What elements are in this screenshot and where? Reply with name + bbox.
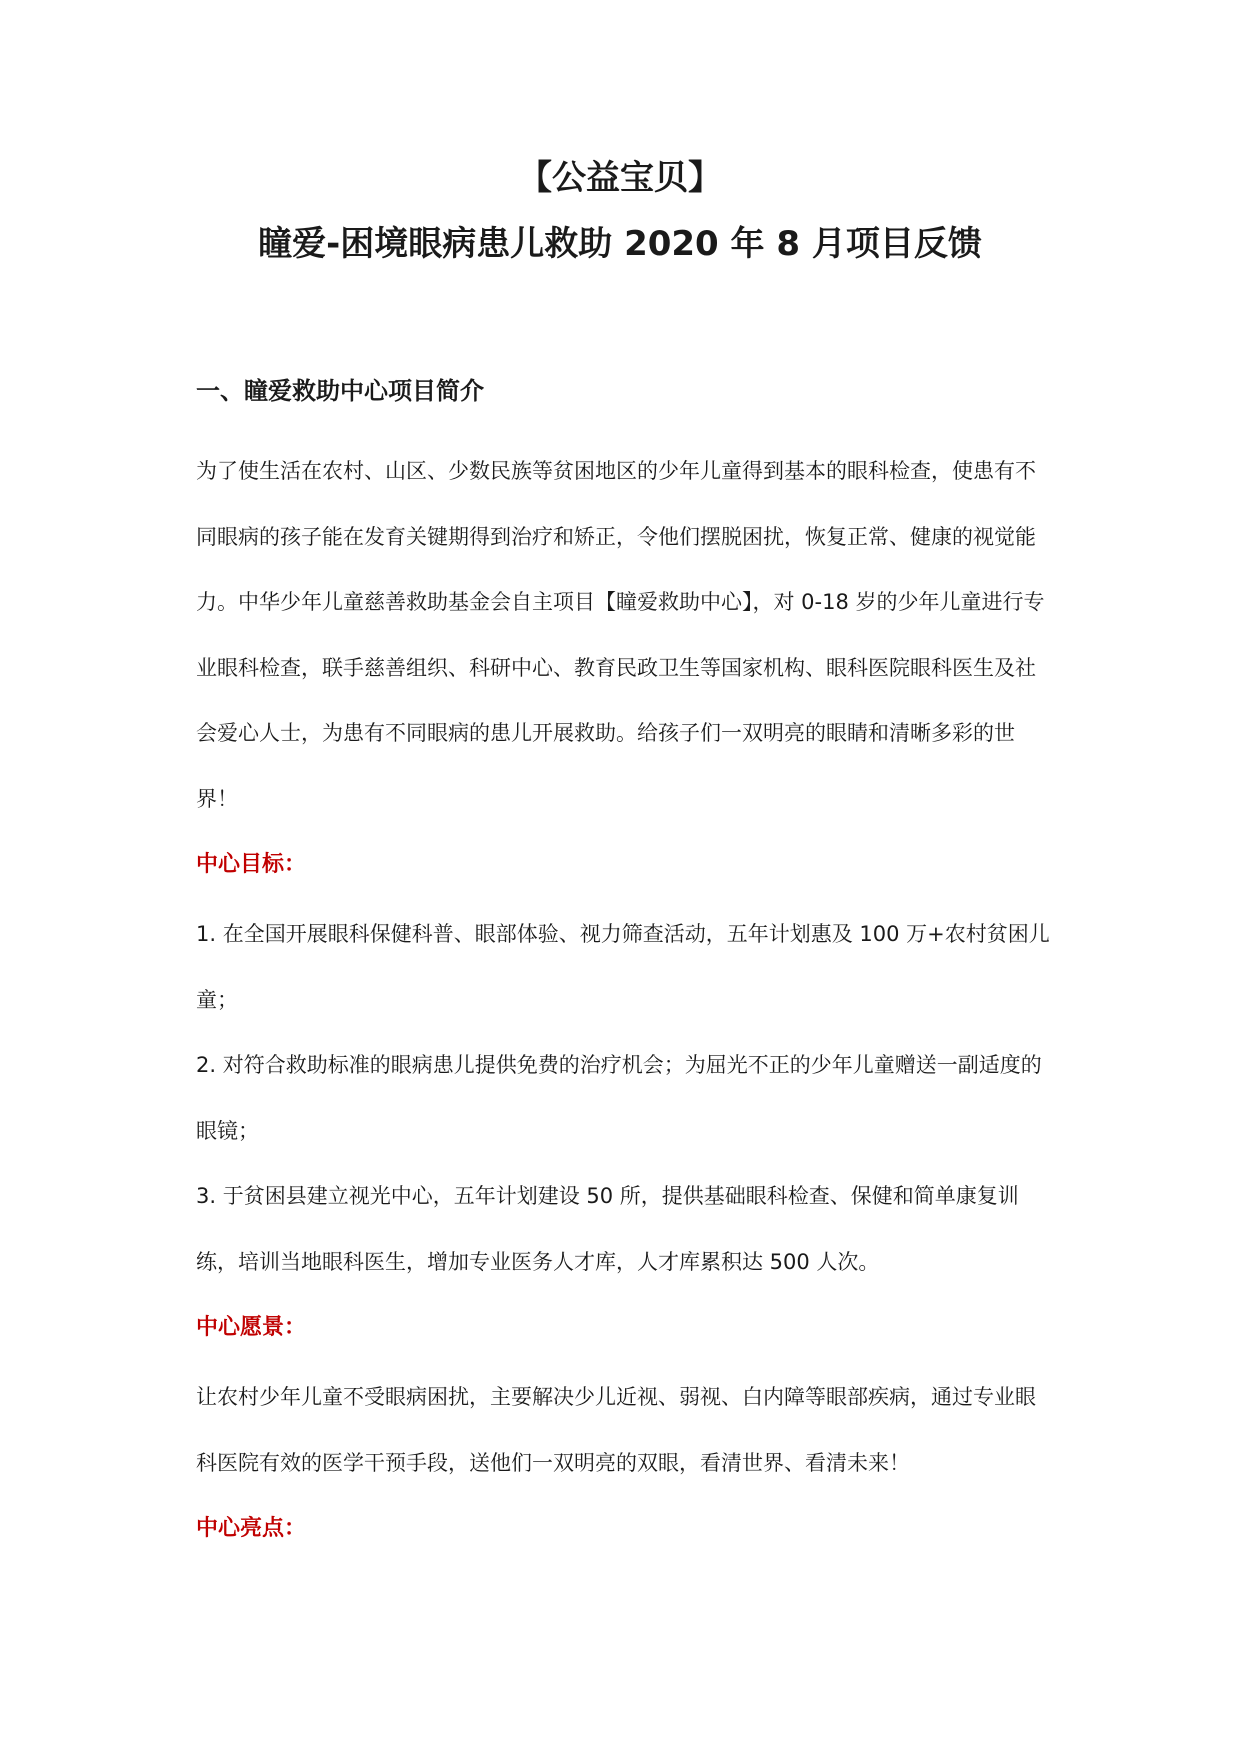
document-title (0, 158, 1240, 264)
intro-paragraph: 为了使生活在农村、山区、少数民族等贫困地区的少年儿童得到基本的眼科检查，使患有不同眼病的孩子能在发育关键期得到治疗和矫正，令他们摆脱困扰，恢复正常、健康的视觉能力。中华少年儿童慈善救助基金会自主项目【瞳爱救助中心】，对 0-18 岁的少年儿童进行专业眼科检查，联手慈善组织、科研中心、教育民政卫生等国家机构、眼科医院眼科医生及社会爱心人士，为患有不同眼病的患儿开展救助。给孩子们一双明亮的眼睛和清晰多彩的世界！ (196, 459, 1045, 811)
title-line-1: 【公益宝贝】 (518, 158, 722, 198)
goals-heading: 中心目标： (196, 852, 307, 877)
highlights-heading: 中心亮点： (196, 1516, 307, 1541)
goal-item-3: 3. 于贫困县建立视光中心，五年计划建设 50 所，提供基础眼科检查、保健和简单康复训练，培训当地眼科医生，增加专业医务人才库，人才库累积达 500 人次。 (196, 1184, 1019, 1274)
vision-heading: 中心愿景： (196, 1315, 307, 1340)
vision-paragraph: 让农村少年儿童不受眼病困扰，主要解决少儿近视、弱视、白内障等眼部疾病，通过专业眼科医院有效的医学干预手段，送他们一双明亮的双眼，看清世界、看清未来！ (196, 1385, 1036, 1475)
goal-item-2: 2. 对符合救助标准的眼病患儿提供免费的治疗机会；为屈光不正的少年儿童赠送一副适度的眼镜； (196, 1053, 1042, 1143)
section-heading: 一、瞳爱救助中心项目简介 (196, 377, 484, 405)
title-line-2: 瞳爱-困境眼病患儿救助 2020 年 8 月项目反馈 (258, 224, 982, 264)
document-body (196, 376, 1056, 1566)
goal-item-1: 1. 在全国开展眼科保健科普、眼部体验、视力筛查活动，五年计划惠及 100 万+农村贫困儿童； (196, 922, 1050, 1012)
